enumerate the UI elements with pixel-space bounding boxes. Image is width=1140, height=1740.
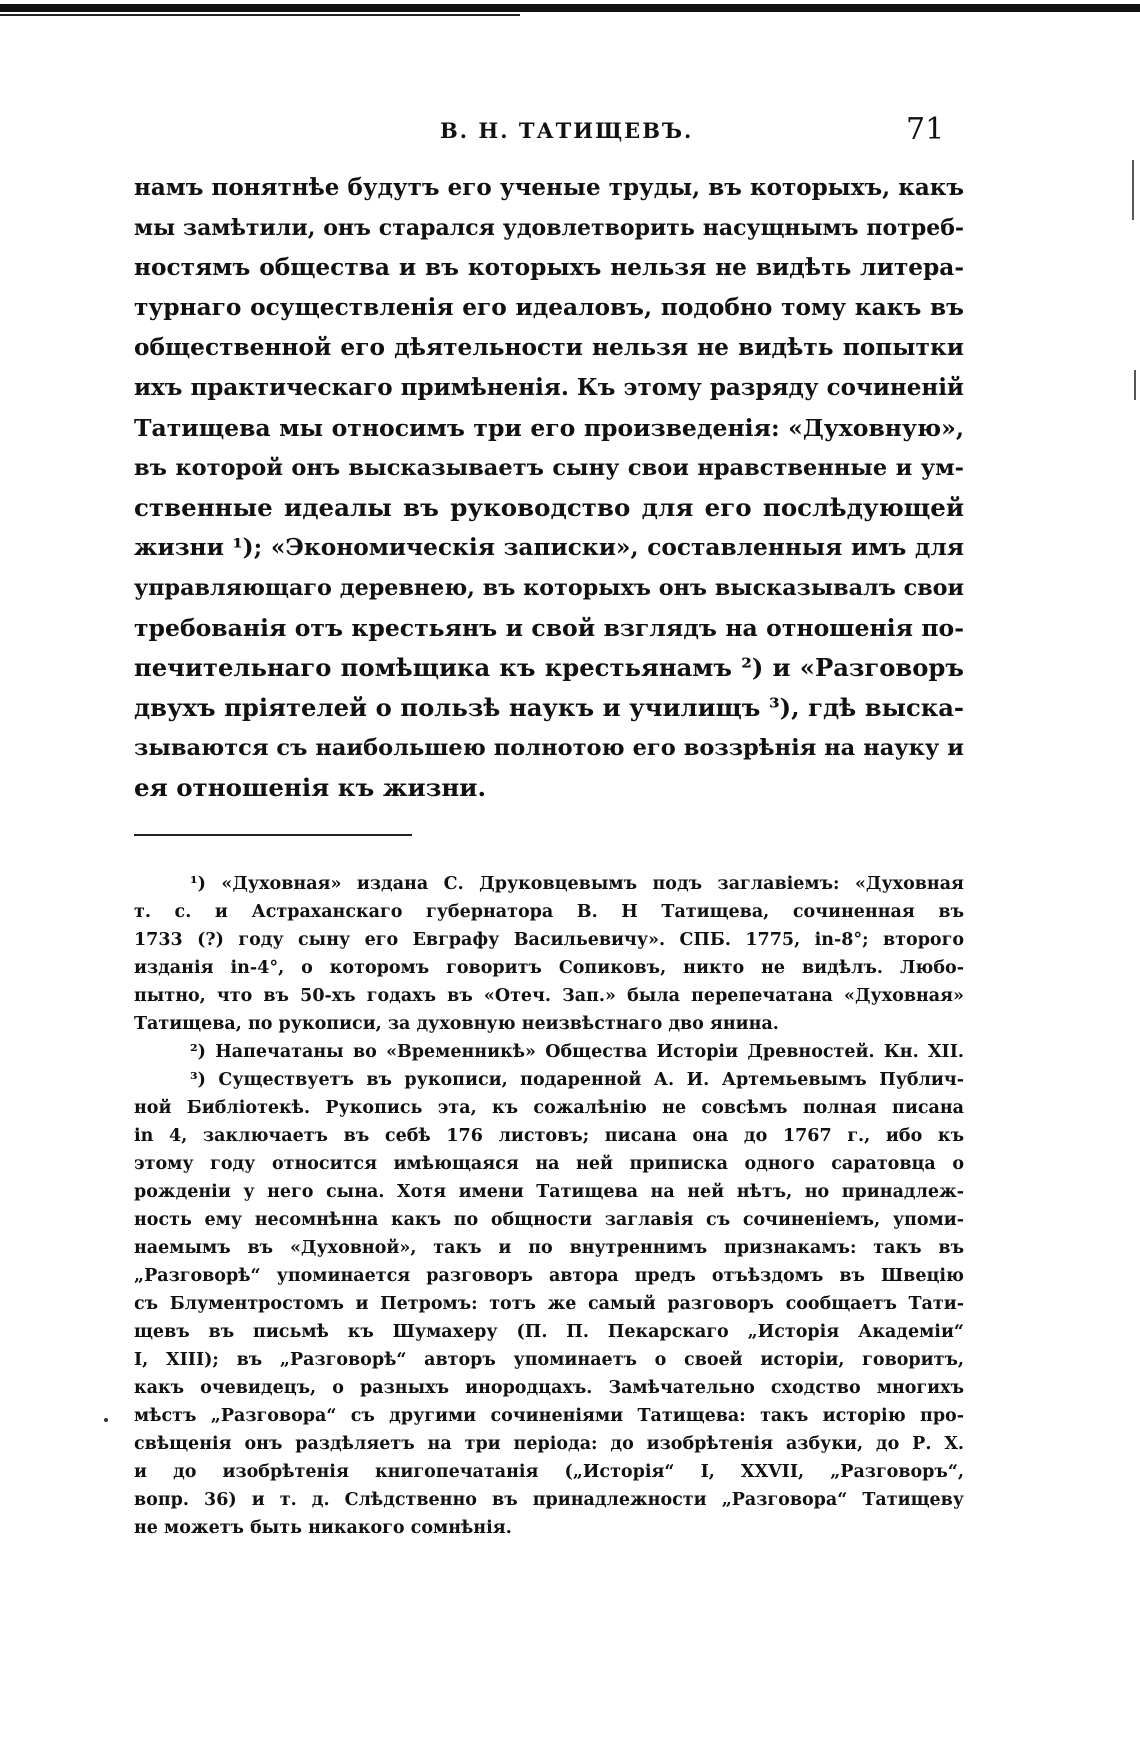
text-line: печительнаго помѣщика къ крестьянамъ ²) и «Разговоръ bbox=[134, 653, 964, 682]
footnote-line: изданія in-4°, о которомъ говоритъ Сопиковъ, никто не видѣлъ. Любо- bbox=[134, 958, 964, 978]
footnote-line: этому году относится имѣющаяся на ней приписка одного саратовца о bbox=[134, 1154, 964, 1174]
footnote-divider bbox=[134, 834, 412, 836]
scan-edge-mark bbox=[1134, 370, 1136, 400]
text-line: намъ понятнѣе будутъ его ученые труды, въ которыхъ, какъ bbox=[134, 174, 964, 201]
text-line: въ которой онъ высказываетъ сыну свои нравственные и ум- bbox=[134, 455, 964, 481]
footnote-line: и до изобрѣтенія книгопечатанія („Исторія“ I, XXVII, „Разговоръ“, bbox=[134, 1462, 964, 1482]
scan-speck bbox=[104, 1418, 108, 1422]
footnote-line: I, XIII); въ „Разговорѣ“ авторъ упоминаетъ о своей исторіи, говоритъ, bbox=[134, 1350, 964, 1370]
text-line: ностямъ общества и въ которыхъ нельзя не видѣть литера- bbox=[134, 254, 964, 281]
footnote-line: не можетъ быть никакого сомнѣнія. bbox=[134, 1518, 512, 1538]
footnote-line: „Разговорѣ“ упоминается разговоръ автора предъ отъѣздомъ въ Швецію bbox=[134, 1266, 964, 1286]
footnote-line: ³) Существуетъ въ рукописи, подаренной А. И. Артемьевымъ Публич- bbox=[190, 1070, 964, 1090]
text-line: зываются съ наибольшею полнотою его воззрѣнія на науку и bbox=[134, 735, 964, 761]
footnote-line: свѣщенія онъ раздѣляетъ на три періода: до изобрѣтенія азбуки, до Р. Х. bbox=[134, 1434, 964, 1454]
text-line: ихъ практическаго примѣненія. Къ этому разряду сочиненій bbox=[134, 374, 964, 401]
footnote-line: т. с. и Астраханскаго губернатора В. Н Татищева, сочиненная въ bbox=[134, 902, 964, 922]
footnote-line: ность ему несомнѣнна какъ по общности заглавія съ сочиненіемъ, упоми- bbox=[134, 1210, 964, 1230]
footnote-line: мѣстъ „Разговора“ съ другими сочиненіями Татищева: такъ исторію про- bbox=[134, 1406, 964, 1426]
footnote-line: щевъ въ письмѣ къ Шумахеру (П. П. Пекарскаго „Исторія Академіи“ bbox=[134, 1322, 964, 1342]
text-line: турнаго осуществленія его идеаловъ, подобно тому какъ въ bbox=[134, 294, 964, 321]
text-line: жизни ¹); «Экономическія записки», составленныя имъ для bbox=[134, 534, 964, 561]
footnote-line: наемымъ въ «Духовной», такъ и по внутреннимъ признакамъ: такъ въ bbox=[134, 1238, 964, 1258]
text-line: требованія отъ крестьянъ и свой взглядъ на отношенія по- bbox=[134, 614, 964, 642]
running-title: В. Н. ТАТИЩЕВЪ. bbox=[440, 118, 694, 143]
running-head bbox=[0, 112, 1140, 152]
text-line: Татищева мы относимъ три его произведенія: «Духовную», bbox=[134, 414, 964, 442]
page-number: 71 bbox=[906, 112, 945, 147]
text-line: управляющаго деревнею, въ которыхъ онъ высказывалъ свои bbox=[134, 575, 964, 601]
footnote-line: ²) Напечатаны во «Временникѣ» Общества Исторіи Древностей. Кн. XII. bbox=[190, 1042, 964, 1062]
scan-edge-mark bbox=[1132, 160, 1134, 220]
footnote-line: ной Библіотекѣ. Рукопись эта, къ сожалѣнію не совсѣмъ полная писана bbox=[134, 1098, 964, 1118]
footnote-line: какъ очевидецъ, о разныхъ инородцахъ. Замѣчательно сходство многихъ bbox=[134, 1378, 964, 1398]
text-line: ея отношенія къ жизни. bbox=[134, 773, 486, 802]
footnote-line: in 4, заключаетъ въ себѣ 176 листовъ; писана она до 1767 г., ибо къ bbox=[134, 1126, 964, 1146]
footnote-line: съ Блументростомъ и Петромъ: тотъ же самый разговоръ сообщаетъ Тати- bbox=[134, 1294, 964, 1314]
footnote-line: рожденіи у него сына. Хотя имени Татищева на ней нѣтъ, но принадлеж- bbox=[134, 1182, 964, 1202]
scan-top-border bbox=[0, 4, 1140, 12]
footnotes bbox=[134, 870, 964, 1542]
footnote-line: пытно, что въ 50-хъ годахъ въ «Отеч. Зап.» была перепечатана «Духовная» bbox=[134, 986, 964, 1006]
text-line: двухъ пріятелей о пользѣ наукъ и училищъ ³), гдѣ выска- bbox=[134, 693, 964, 722]
footnote-line: 1733 (?) году сыну его Евграфу Васильевичу». СПБ. 1775, in-8°; второго bbox=[134, 930, 964, 950]
text-line: мы замѣтили, онъ старался удовлетворить насущнымъ потреб- bbox=[134, 215, 964, 241]
footnote-line: ¹) «Духовная» издана С. Друковцевымъ подъ заглавіемъ: «Духовная bbox=[190, 874, 964, 894]
text-line: ственные идеалы въ руководство для его послѣдующей bbox=[134, 493, 964, 522]
footnote-line: Татищева, по рукописи, за духовную неизвѣстнаго дво янина. bbox=[134, 1014, 779, 1034]
scan-top-border-thin bbox=[0, 14, 520, 16]
footnote-line: вопр. 36) и т. д. Слѣдственно въ принадлежности „Разговора“ Татищеву bbox=[134, 1490, 964, 1510]
main-text bbox=[134, 168, 964, 808]
text-line: общественной его дѣятельности нельзя не видѣть попытки bbox=[134, 334, 964, 361]
